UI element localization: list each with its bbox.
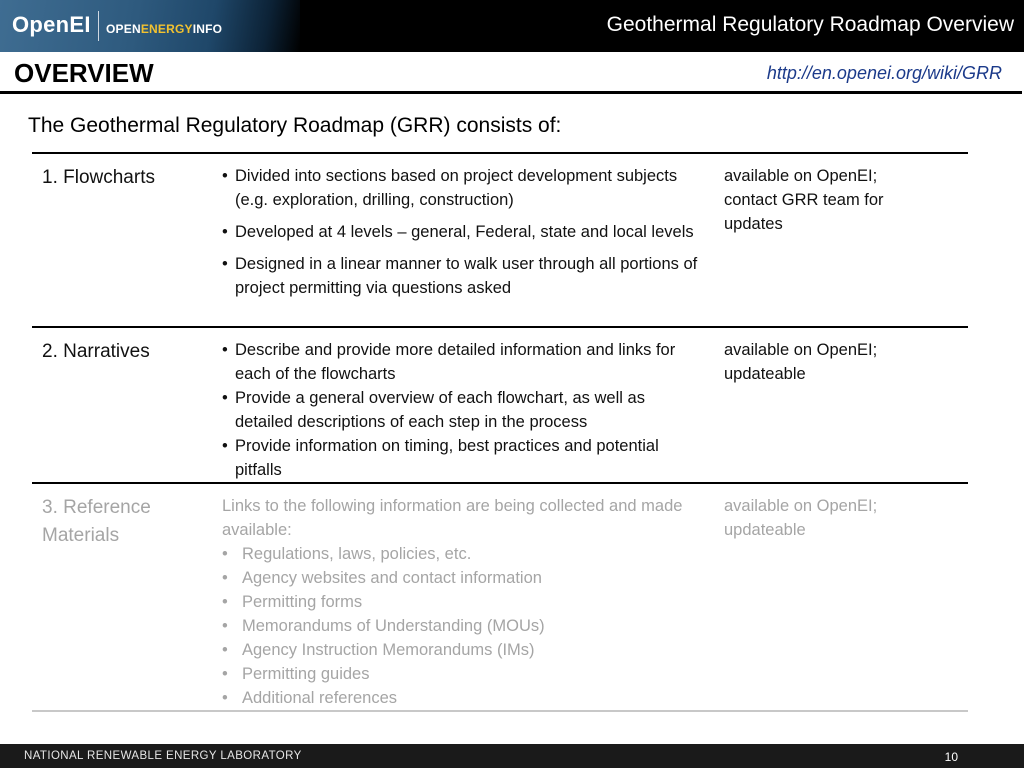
page-number: 10 (944, 750, 958, 764)
list-item: • Additional references (222, 689, 398, 707)
list-item: • Provide information on timing, best practices and potential pitfalls (222, 437, 659, 479)
row-details (222, 164, 704, 308)
table-row-narratives (32, 326, 968, 482)
row-name: 1. Flowcharts (42, 167, 155, 188)
list-item: • Agency websites and contact information (222, 569, 542, 587)
list-item: • Describe and provide more detailed information and links for each of the flowcharts (222, 341, 676, 383)
header-rule (0, 91, 1022, 94)
list-item: • Memorandums of Understanding (MOUs) (222, 617, 545, 635)
list-item: • Regulations, laws, policies, etc. (222, 545, 472, 563)
row-intro: Links to the following information are being collected and made available: (222, 497, 683, 539)
logo-main-text: OpenEI (12, 12, 91, 37)
list-item: • Agency Instruction Memorandums (IMs) (222, 641, 535, 659)
row-status: available on OpenEI; updateable (724, 497, 878, 539)
deck-title: Geothermal Regulatory Roadmap Overview (606, 13, 1014, 36)
row-status: available on OpenEI; updateable (724, 341, 878, 383)
footer-org: NATIONAL RENEWABLE ENERGY LABORATORY (24, 750, 302, 762)
logo-divider (98, 11, 99, 41)
row-details (222, 338, 704, 482)
wiki-link[interactable]: http://en.openei.org/wiki/GRR (766, 63, 1002, 83)
row-status: available on OpenEI; contact GRR team for updates (724, 167, 884, 233)
intro-text: The Geothermal Regulatory Roadmap (GRR) consists of: (28, 114, 562, 137)
list-item: • Permitting forms (222, 593, 363, 611)
row-details (222, 494, 704, 710)
list-item: • Designed in a linear manner to walk user through all portions of project permitting via questions asked (222, 255, 698, 297)
list-item: • Developed at 4 levels – general, Federal, state and local levels (222, 223, 694, 241)
openei-logo[interactable] (0, 0, 300, 52)
list-item: • Divided into sections based on project development subjects (e.g. exploration, drilling, construction) (222, 167, 678, 209)
list-item: • Permitting guides (222, 665, 370, 683)
logo-sub-text: OPENENERGYINFO (106, 22, 223, 36)
footer-bar (0, 744, 1024, 768)
components-table (32, 152, 968, 712)
list-item: • Provide a general overview of each flowchart, as well as detailed descriptions of each step in the process (222, 389, 645, 431)
top-banner (0, 0, 1024, 52)
row-name: 2. Narratives (42, 341, 150, 362)
section-title: OVERVIEW (14, 58, 154, 88)
table-row-reference-materials (32, 482, 968, 712)
row-name: 3. Reference Materials (42, 497, 151, 546)
table-row-flowcharts (32, 152, 968, 326)
